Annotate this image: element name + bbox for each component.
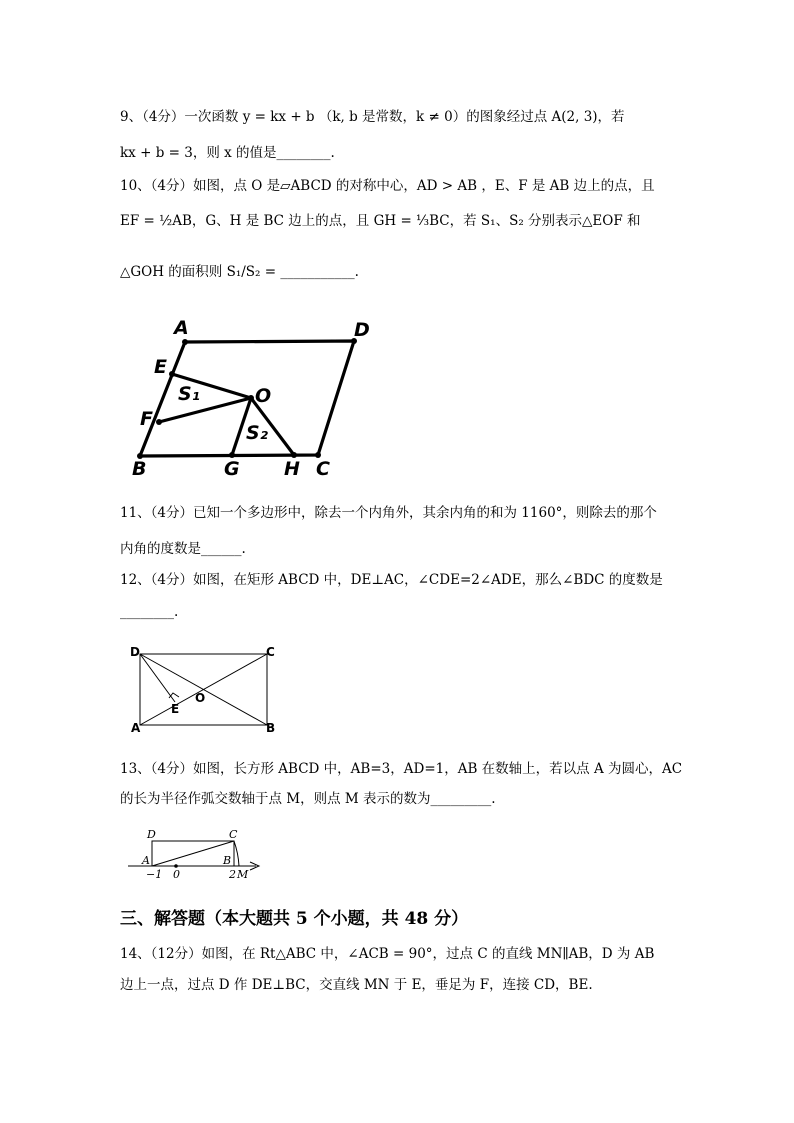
label-E: E <box>154 356 167 378</box>
q11-line-2: 内角的度数是______. <box>120 541 246 557</box>
q13-line-1: 13、（4分）如图，长方形 ABCD 中，AB=3，AD=1，AB 在数轴上，若以点 A 为圆心，AC <box>120 761 683 777</box>
label-A: A <box>142 854 150 867</box>
q12-line-2: ________. <box>120 604 179 620</box>
label-E: E <box>171 702 180 716</box>
section-3-title: 三、解答题（本大题共 5 个小题，共 48 分） <box>120 909 469 929</box>
q10-line-3: △GOH 的面积则 S₁/S₂ = ___________. <box>120 264 359 280</box>
q13-number-line-figure <box>126 824 266 882</box>
q12-line-1: 12、（4分）如图，在矩形 ABCD 中，DE⊥AC，∠CDE=2∠ADE，那么∠BDC 的度数是 <box>120 572 663 588</box>
q9-line-2: kx + b = 3，则 x 的值是________. <box>120 145 335 161</box>
q9-line-1: 9、（4分）一次函数 y = kx + b （k, b 是常数，k ≠ 0）的图象经过点 A(2, 3)，若 <box>120 109 625 125</box>
label-B: B <box>223 854 232 867</box>
label-F: F <box>140 408 153 430</box>
q10-parallelogram-figure <box>128 312 378 482</box>
label-M: M <box>237 868 249 881</box>
label-S1: S₁ <box>178 383 201 405</box>
q10-line-2: EF = ½AB，G、H 是 BC 边上的点，且 GH = ⅓BC，若 S₁、S₂ 分别表示△EOF 和 <box>120 213 641 229</box>
label-O: O <box>195 691 206 705</box>
q12-rectangle-figure <box>128 642 288 738</box>
q11-line-1: 11、（4分）已知一个多边形中，除去一个内角外，其余内角的和为 1160°，则除去的那个 <box>120 505 657 521</box>
label-H: H <box>284 458 300 480</box>
label-A: A <box>174 317 189 339</box>
label-C: C <box>316 458 330 480</box>
tick-neg-one: −1 <box>146 868 163 881</box>
tick-two: 2 <box>229 868 236 881</box>
label-D: D <box>130 645 140 659</box>
label-G: G <box>224 458 240 480</box>
label-O: O <box>255 385 272 407</box>
q14-line-2: 边上一点，过点 D 作 DE⊥BC，交直线 MN 于 E，垂足为 F，连接 CD，BE. <box>120 977 593 993</box>
q13-line-2: 的长为半径作弧交数轴于点 M，则点 M 表示的数为_________. <box>120 791 496 807</box>
label-D: D <box>354 319 370 341</box>
label-A: A <box>131 721 141 735</box>
q14-line-1: 14、（12分）如图，在 Rt△ABC 中，∠ACB = 90°，过点 C 的直线 MN∥AB，D 为 AB <box>120 946 655 962</box>
label-D: D <box>147 828 156 841</box>
label-S2: S₂ <box>246 422 269 444</box>
label-C: C <box>266 645 275 659</box>
label-B: B <box>266 721 276 735</box>
q10-line-1: 10、（4分）如图，点 O 是▱ABCD 的对称中心，AD > AB ，E、F 是 AB 边上的点，且 <box>120 178 655 194</box>
tick-zero: 0 <box>173 868 180 881</box>
label-C: C <box>229 828 238 841</box>
label-B: B <box>132 458 147 480</box>
